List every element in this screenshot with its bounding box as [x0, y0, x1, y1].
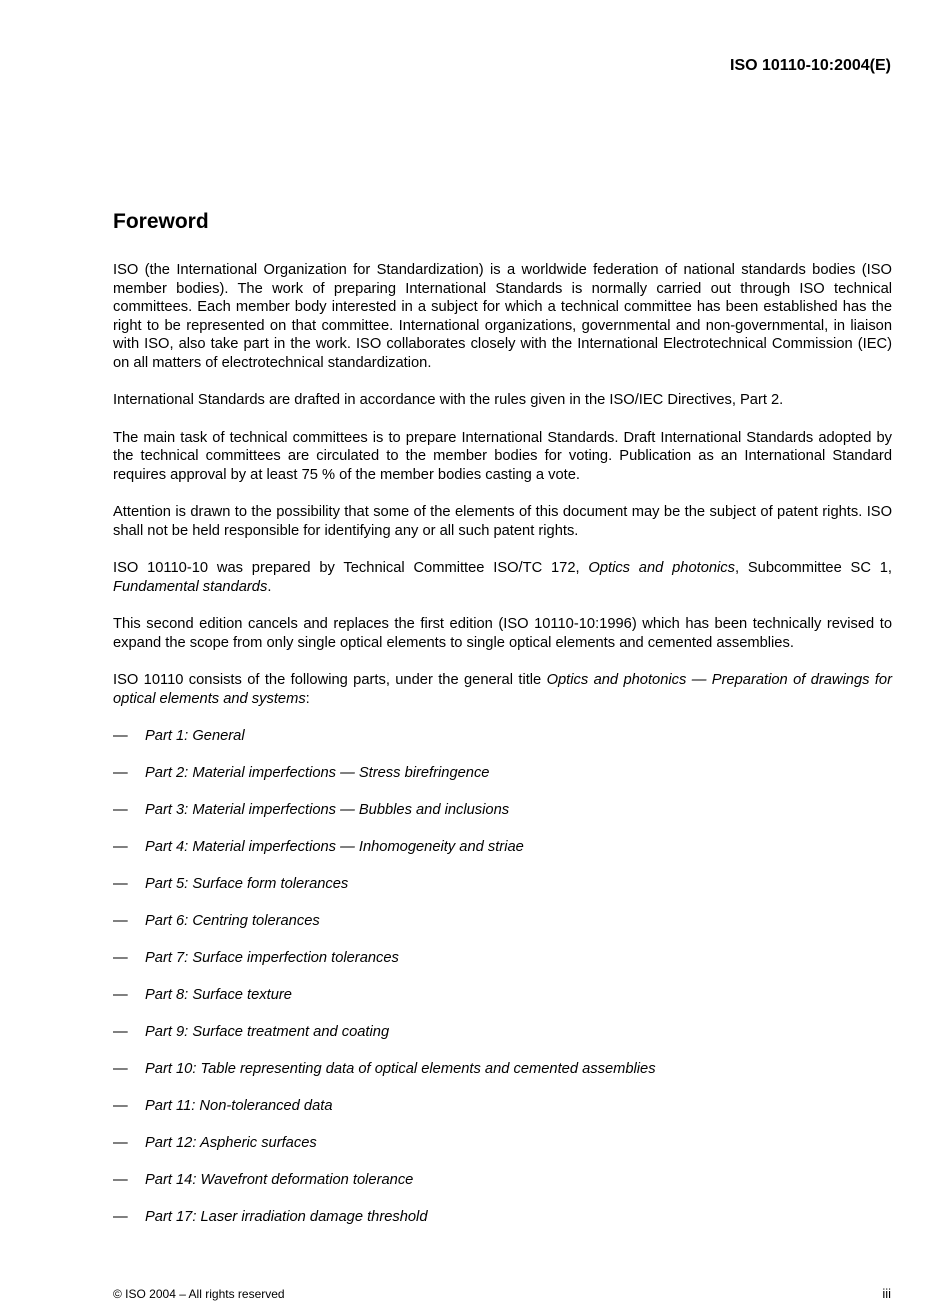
part-title: Part 9: Surface treatment and coating — [145, 1024, 390, 1040]
list-item — [113, 949, 892, 968]
list-item — [113, 727, 892, 746]
parts-intro-end: : — [305, 690, 310, 707]
parts-list — [113, 727, 892, 1227]
list-dash: — — [113, 1172, 128, 1188]
part-title: Part 5: Surface form tolerances — [145, 876, 349, 892]
list-dash: — — [113, 1209, 128, 1225]
general-title: Optics and photonics — Preparation of drawings for optical elements and systems — [113, 672, 892, 707]
paragraph-drafting-rules: International Standards are drafted in accordance with the rules given in the ISO/IEC Directives, Part 2. — [113, 392, 784, 408]
list-dash: — — [113, 728, 128, 744]
subcommittee-name: Fundamental standards — [113, 578, 268, 595]
list-item — [113, 1060, 892, 1079]
part-title: Part 1: General — [145, 728, 245, 744]
preparation-text-middle: , Subcommittee SC 1, — [735, 560, 892, 576]
part-title: Part 8: Surface texture — [145, 987, 292, 1003]
list-item — [113, 986, 892, 1005]
part-title: Part 10: Table representing data of optical elements and cemented assemblies — [145, 1061, 656, 1077]
list-dash: — — [113, 1024, 128, 1040]
paragraph-parts-intro — [113, 671, 892, 708]
part-title: Part 4: Material imperfections — Inhomogeneity and striae — [145, 839, 524, 855]
parts-intro-start: ISO 10110 consists of the following parts, under the general title — [113, 672, 547, 688]
paragraph-patent-rights: Attention is drawn to the possibility that some of the elements of this document may be the subject of patent rights. ISO shall not be held responsible for identifying any or all such patent rights. — [113, 504, 892, 539]
list-item — [113, 1134, 892, 1153]
paragraph-iso-overview: ISO (the International Organization for Standardization) is a worldwide federation of national standards bodies (ISO member bodies). The work of preparing International Standards is normally carried out through ISO technical committees. Each member body interested in a subject for which a technical committee has been established has the right to be represented on that committee. International organizations, governmental and non-governmental, in liaison with ISO, also take part in the work. ISO collaborates closely with the International Electrotechnical Commission (IEC) on all matters of electrotechnical standardization. — [113, 262, 892, 371]
list-item — [113, 764, 892, 783]
list-dash: — — [113, 987, 128, 1003]
list-dash: — — [113, 802, 128, 818]
preparation-text-start: ISO 10110-10 was prepared by Technical Committee ISO/TC 172, — [113, 560, 589, 576]
part-title: Part 2: Material imperfections — Stress birefringence — [145, 765, 490, 781]
list-dash: — — [113, 1098, 128, 1114]
list-dash: — — [113, 839, 128, 855]
list-dash: — — [113, 1135, 128, 1151]
committee-name: Optics and photonics — [588, 560, 735, 576]
part-title: Part 7: Surface imperfection tolerances — [145, 950, 399, 966]
part-title: Part 3: Material imperfections — Bubbles and inclusions — [145, 802, 510, 818]
list-item — [113, 801, 892, 820]
part-title: Part 6: Centring tolerances — [145, 913, 320, 929]
preparation-text-end: . — [267, 578, 272, 595]
list-item — [113, 912, 892, 931]
list-dash: — — [113, 876, 128, 892]
list-item — [113, 1208, 892, 1227]
list-dash: — — [113, 950, 128, 966]
copyright-notice: © ISO 2004 – All rights reserved — [113, 1287, 285, 1301]
list-item — [113, 838, 892, 857]
list-dash: — — [113, 1061, 128, 1077]
foreword-body — [113, 261, 892, 1245]
page-title: Foreword — [113, 210, 209, 233]
list-dash: — — [113, 765, 128, 781]
paragraph-edition-note: This second edition cancels and replaces the first edition (ISO 10110-10:1996) which has been technically revised to expand the scope from only single optical elements to single optical elements and cemented assemblies. — [113, 616, 892, 651]
page-number: iii — [882, 1286, 891, 1301]
list-item — [113, 1023, 892, 1042]
part-title: Part 11: Non-toleranced data — [145, 1098, 333, 1114]
part-title: Part 14: Wavefront deformation tolerance — [145, 1172, 414, 1188]
part-title: Part 12: Aspheric surfaces — [145, 1135, 317, 1151]
document-id: ISO 10110-10:2004(E) — [730, 57, 891, 74]
paragraph-committee-task: The main task of technical committees is to prepare International Standards. Draft International Standards adopted by the technical committees are circulated to the member bodies for voting. Publication as an International Standard requires approval by at least 75 % of the member bodies casting a vote. — [113, 429, 892, 483]
list-dash: — — [113, 913, 128, 929]
list-item — [113, 1097, 892, 1116]
paragraph-preparation — [113, 559, 892, 596]
list-item — [113, 875, 892, 894]
list-item — [113, 1171, 892, 1190]
part-title: Part 17: Laser irradiation damage threshold — [145, 1209, 428, 1225]
